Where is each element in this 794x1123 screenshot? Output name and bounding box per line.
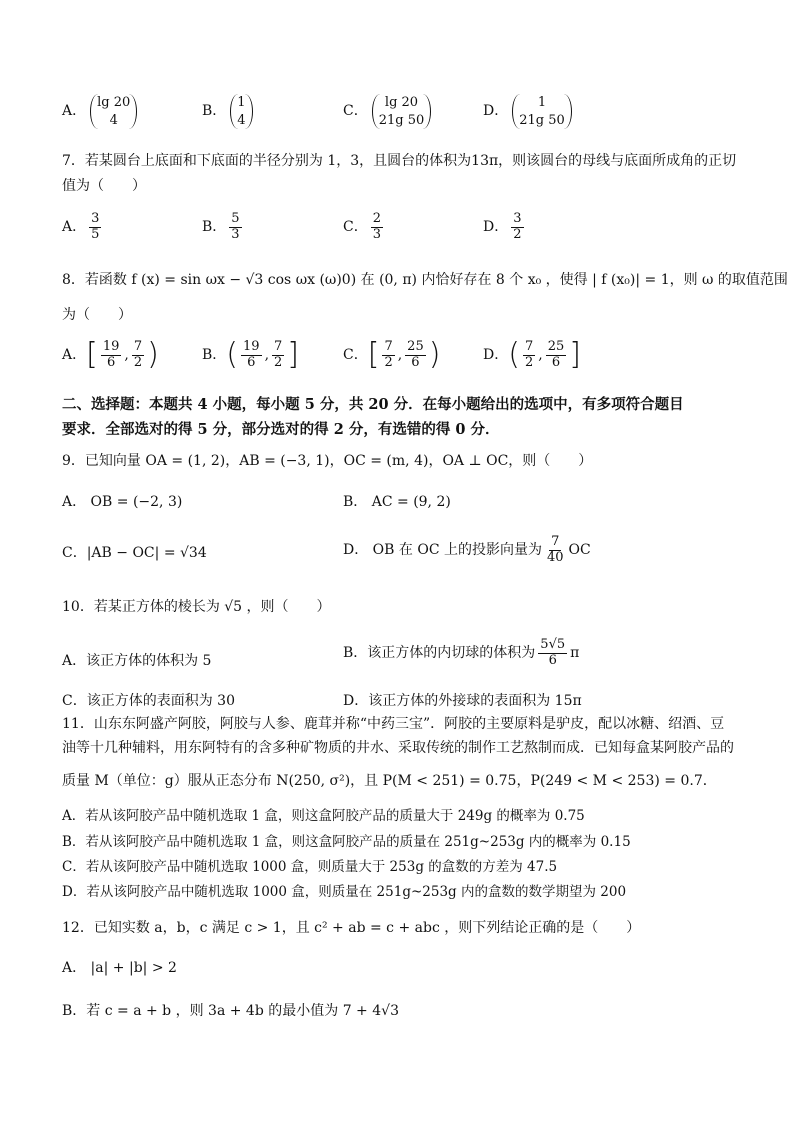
vector-bottom: 4 (109, 112, 118, 128)
fraction (241, 340, 262, 371)
option-text: B．该正方体的内切球的体积为 (343, 645, 536, 662)
q6-option-a (62, 94, 137, 129)
left-bracket: ( (508, 337, 520, 373)
q7-stem-line1: 7．若某圆台上底面和下底面的半径分别为 1，3，且圆台的体积为13π，则该圆台的母线与底面所成角的正切 (62, 153, 737, 169)
q12-option-a: A． |a| + |b| > 2 (62, 960, 177, 976)
interval (367, 337, 441, 373)
option-label: D． (483, 219, 509, 236)
fraction (101, 340, 122, 371)
vector-top: lg 20 (97, 95, 131, 110)
q6-option-b (202, 94, 253, 129)
option-label: C． (343, 103, 368, 120)
interval (226, 337, 300, 373)
q6-option-c (343, 94, 431, 129)
q11-stem-line3: 质量 M（单位：g）服从正态分布 N(250, σ²)，且 P(M < 251) = 0.75，P(249 < M < 253) = 0.7． (62, 773, 717, 789)
denominator: 3 (231, 226, 240, 242)
option-a-vector (90, 94, 137, 129)
numerator: 2 (372, 211, 381, 226)
separator: , (397, 347, 403, 364)
q7-option-a (62, 212, 104, 243)
denominator: 6 (411, 354, 420, 370)
q7-option-c (343, 212, 386, 243)
denominator: 40 (546, 549, 564, 565)
option-text: D． OB 在 OC 上的投影向量为 (343, 542, 542, 559)
denominator: 5 (91, 226, 100, 242)
q12-option-b: B．若 c = a + b ，则 3a + 4b 的最小值为 7 + 4√3 (62, 1003, 399, 1019)
right-bracket: ) (428, 337, 441, 373)
q10-option-d: D．该正方体的外接球的表面积为 15π (343, 693, 582, 709)
q9-option-c: C．|AB − OC| = √34 (62, 545, 207, 561)
fraction (89, 212, 101, 243)
separator: , (538, 347, 543, 364)
fraction (405, 340, 426, 371)
denominator: 3 (372, 226, 381, 242)
q7-option-d (483, 212, 527, 243)
fraction (545, 535, 566, 566)
left-bracket: [ (367, 337, 380, 373)
section-heading-line1: 二、选择题：本题共 4 小题，每小题 5 分，共 20 分．在每小题给出的选项中，有多项符合题目 (62, 396, 684, 413)
numerator: 19 (243, 339, 260, 354)
fraction (371, 212, 383, 243)
vector-top: 1 (237, 95, 246, 110)
left-bracket: [ (86, 337, 98, 373)
vector-bottom: 21g 50 (378, 112, 425, 128)
separator: , (124, 347, 129, 364)
q6-option-d (483, 94, 572, 129)
vector-bottom: 4 (237, 112, 246, 128)
q10-option-c: C．该正方体的表面积为 30 (62, 693, 235, 709)
right-bracket: ) (147, 337, 159, 373)
fraction (511, 212, 523, 243)
option-label: C． (343, 347, 368, 364)
q11-option-d: D．若从该阿胶产品中随机选取 1000 盒，则质量在 251g~253g 内的盒数的数学期望为 200 (62, 884, 627, 900)
option-label: C． (343, 219, 368, 236)
q11-option-a: A．若从该阿胶产品中随机选取 1 盒，则这盒阿胶产品的质量大于 249g 的概率为 0.75 (62, 808, 585, 824)
option-label: A． (62, 347, 87, 364)
fraction (523, 340, 535, 371)
q11-stem-paragraph: 11．山东东阿盛产阿胶，阿胶与人参、鹿茸并称“中药三宝”．阿胶的主要原料是驴皮，配以冰糖、绍酒、豆油等十几种辅料，用东阿特有的含多种矿物质的井水、采取传统的制作工艺熬制而成．已知每盒某阿胶产品的 (62, 716, 734, 756)
fraction (229, 212, 241, 243)
q9-stem: 9．已知向量 OA = (1, 2)，AB = (−3, 1)，OC = (m, 4)，OA ⊥ OC，则（ ） (62, 453, 593, 469)
separator: , (264, 347, 270, 364)
vector-top: lg 20 (384, 95, 419, 110)
option-label: A． (62, 103, 87, 120)
denominator: 2 (133, 354, 143, 370)
denominator: 2 (274, 354, 283, 370)
numerator: 5 (231, 211, 240, 226)
q8-option-b (202, 337, 300, 373)
q9-option-a: A． OB = (−2, 3) (62, 494, 183, 510)
vector-bottom: 21g 50 (519, 112, 565, 128)
option-d-vector (512, 94, 572, 129)
q10-stem: 10．若某正方体的棱长为 √5 ，则（ ） (62, 599, 331, 615)
numerator: 19 (102, 339, 120, 354)
fraction (382, 340, 394, 371)
option-text: OC (568, 542, 591, 559)
section-heading-line2: 要求．全部选对的得 5 分，部分选对的得 2 分，有选错的得 0 分． (62, 421, 500, 438)
q9-option-b: B． AC = (9, 2) (343, 494, 451, 510)
numerator: 7 (133, 339, 143, 354)
option-b-vector (230, 94, 252, 129)
q9-option-d (343, 535, 591, 566)
option-label: D． (483, 347, 509, 364)
q7-stem-line2: 值为（ ） (62, 178, 146, 194)
q8-option-c (343, 337, 441, 373)
q8-option-d (483, 337, 581, 373)
vector-top: 1 (537, 95, 547, 110)
interval (86, 337, 159, 373)
numerator: 5√5 (540, 637, 566, 652)
option-text: π (570, 645, 580, 662)
denominator: 2 (513, 226, 522, 242)
q12-stem: 12．已知实数 a，b，c 满足 c > 1，且 c² + ab = c + abc ，则下列结论正确的是（ ） (62, 920, 641, 936)
q7-option-b (202, 212, 245, 243)
denominator: 6 (106, 354, 116, 370)
q11-option-c: C．若从该阿胶产品中随机选取 1000 盒，则质量大于 253g 的盒数的方差为 47.5 (62, 859, 558, 875)
q10-option-b (343, 638, 579, 669)
option-label: A． (62, 219, 87, 236)
option-label: B． (202, 103, 227, 120)
denominator: 6 (548, 652, 557, 668)
numerator: 7 (524, 339, 534, 354)
denominator: 6 (247, 354, 256, 370)
q11-option-b: B．若从该阿胶产品中随机选取 1 盒，则这盒阿胶产品的质量在 251g~253g 内的概率为 0.15 (62, 834, 631, 850)
numerator: 7 (274, 339, 283, 354)
q8-stem-line2: 为（ ） (62, 307, 132, 323)
numerator: 7 (384, 339, 393, 354)
right-bracket: ] (569, 337, 581, 373)
fraction (538, 638, 567, 669)
q8-stem-line1: 8．若函数 f (x) = sin ωx − √3 cos ωx (ω)0) 在 (0, π) 内恰好存在 8 个 x₀ ，使得 | f (x₀)| = 1，则 ω 的取值范围 (62, 272, 788, 288)
left-bracket: ( (226, 337, 239, 373)
right-bracket: ] (287, 337, 300, 373)
numerator: 25 (547, 339, 565, 354)
option-label: B． (202, 347, 227, 364)
denominator: 2 (524, 354, 534, 370)
denominator: 2 (384, 354, 393, 370)
numerator: 3 (91, 211, 100, 226)
numerator: 3 (513, 211, 522, 226)
numerator: 25 (407, 339, 424, 354)
option-label: D． (483, 103, 509, 120)
fraction (132, 340, 144, 371)
numerator: 7 (551, 534, 560, 549)
option-c-vector (372, 94, 432, 129)
interval (508, 337, 581, 373)
fraction (272, 340, 284, 371)
q10-option-a: A．该正方体的体积为 5 (62, 653, 212, 669)
fraction (546, 340, 567, 371)
denominator: 6 (551, 354, 561, 370)
option-label: B． (202, 219, 227, 236)
q8-option-a (62, 337, 159, 373)
